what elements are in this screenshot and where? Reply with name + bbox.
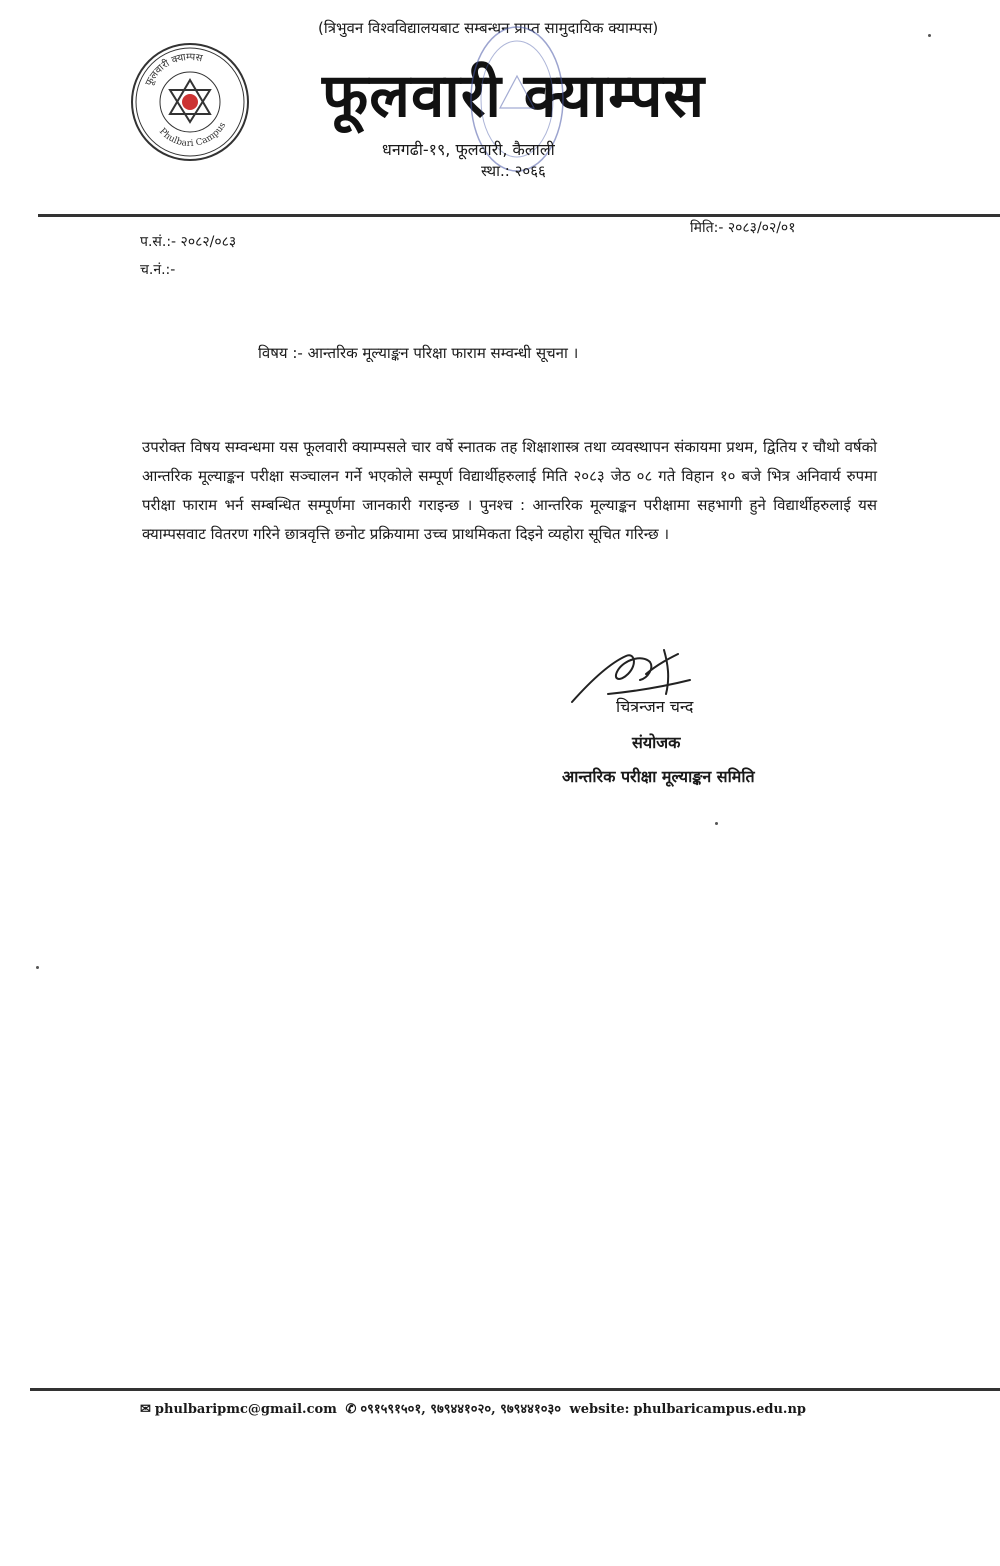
footer-divider [30,1388,1000,1391]
notice-body: उपरोक्त विषय सम्वन्धमा यस फूलवारी क्याम्पसले चार वर्षे स्नातक तह शिक्षाशास्त्र तथा व्यवस्थापन संकायमा प्रथम, द्वितिय र चौथो वर्षको आन्तरिक मूल्याङ्कन परीक्षा सञ्चालन गर्ने भएकोले सम्पूर्ण विद्यार्थीहरुलाई मिति २०८३ जेठ ०८ गते विहान १० बजे भित्र अनिवार्य रुपमा परीक्षा फाराम भर्न सम्बन्धित सम्पूर्णमा जानकारी गराइन्छ । पुनश्च : आन्तरिक मूल्याङ्कन परीक्षामा सहभागी हुने विद्यार्थीहरुलाई यस क्याम्पसवाट वितरण गरिने छात्रवृत्ति छनोट प्रक्रियामा उच्च प्राथमिकता दिइने व्यहोरा सूचित गरिन्छ । [142,438,877,543]
subject-line: विषय :- आन्तरिक मूल्याङ्कन परिक्षा फाराम सम्वन्धी सूचना । [258,344,579,362]
campus-address: धनगढी-१९, फूलवारी, कैलाली [382,140,555,159]
campus-seal-icon [128,40,252,164]
reference-number: प.सं.:- २०८२/०८३ [140,234,237,250]
website-label: website: [569,1402,630,1417]
header-divider [38,214,1000,217]
footer-contact [140,1399,810,1417]
svg-text:फूलवारी क्याम्पस: फूलवारी क्याम्पस [143,51,204,88]
signatory-role: संयोजक [632,733,681,752]
signatory-name: चित्रन्जन चन्द [616,697,694,716]
svg-text:Phulbari Campus: Phulbari Campus [156,120,229,150]
footer-website[interactable]: phulbaricampus.edu.np [633,1402,806,1417]
phone-icon: ✆ [345,1402,357,1417]
scan-speck [928,34,931,37]
scan-speck [36,966,39,969]
letter-date: मिति:- २०८३/०२/०१ [690,220,796,236]
campus-name: फूलवारी क्याम्पस [322,61,706,131]
affiliation-line: (त्रिभुवन विश्वविद्यालयबाट सम्बन्धन प्राप्त सामुदायिक क्याम्पस) [318,19,659,37]
footer-email[interactable]: phulbaripmc@gmail.com [154,1402,337,1417]
established-year: स्था.: २०६६ [481,162,546,180]
footer-phones: ०९१५९१५०१, ९७९४४१०२०, ९७९४४१०३० [360,1402,561,1417]
signatory-committee: आन्तरिक परीक्षा मूल्याङ्कन समिति [562,767,755,786]
envelope-icon: ✉ [140,1402,151,1417]
dispatch-number: च.नं.:- [140,262,176,278]
scan-speck [715,822,718,825]
